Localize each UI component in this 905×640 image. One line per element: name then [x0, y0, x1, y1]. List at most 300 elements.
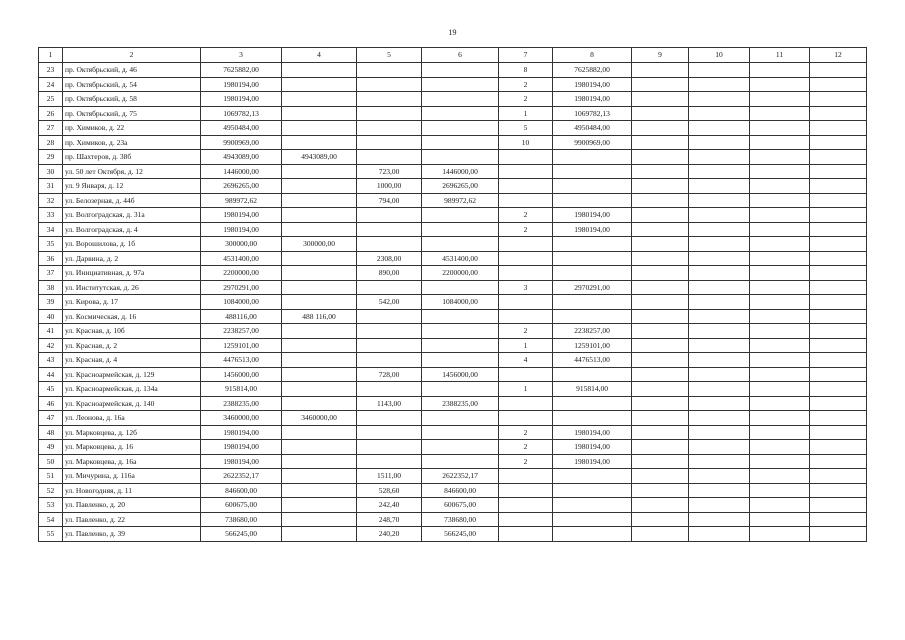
cell-col12-value: [810, 396, 867, 411]
cell-col8-amount: 1980194,00: [553, 454, 632, 469]
cell-col6-value: 738680,00: [422, 512, 499, 527]
cell-col12-value: [810, 324, 867, 339]
cell-col11-value: [750, 63, 810, 78]
cell-col7-count: 8: [499, 63, 553, 78]
cell-col7-count: 1: [499, 106, 553, 121]
cell-col8-amount: [553, 179, 632, 194]
cell-amount: 1456000,00: [201, 367, 282, 382]
cell-col7-count: [499, 266, 553, 281]
cell-row-number: 28: [39, 135, 63, 150]
cell-col6-value: [422, 454, 499, 469]
cell-col12-value: [810, 295, 867, 310]
cell-col9-value: [632, 164, 689, 179]
cell-col8-amount: 915814,00: [553, 382, 632, 397]
table-row: [39, 338, 867, 353]
table-row: [39, 411, 867, 426]
cell-col8-amount: [553, 266, 632, 281]
cell-col8-amount: [553, 483, 632, 498]
cell-col7-count: 2: [499, 92, 553, 107]
cell-col5-value: [357, 63, 422, 78]
cell-col10-value: [689, 106, 750, 121]
cell-address: пр. Химиков, д. 22: [63, 121, 201, 136]
cell-col5-value: 242,40: [357, 498, 422, 513]
table-row: [39, 440, 867, 455]
cell-row-number: 36: [39, 251, 63, 266]
table-row: [39, 469, 867, 484]
cell-col6-value: [422, 425, 499, 440]
cell-col8-amount: 1259101,00: [553, 338, 632, 353]
cell-col5-value: [357, 411, 422, 426]
cell-col12-value: [810, 440, 867, 455]
cell-address: ул. Ворошилова, д. 1б: [63, 237, 201, 252]
table-body: [39, 48, 867, 542]
cell-col9-value: [632, 498, 689, 513]
table-row: [39, 150, 867, 165]
cell-col12-value: [810, 483, 867, 498]
cell-col9-value: [632, 512, 689, 527]
cell-col6-value: [422, 324, 499, 339]
cell-col10-value: [689, 266, 750, 281]
cell-col11-value: [750, 251, 810, 266]
cell-col5-value: [357, 425, 422, 440]
cell-address: пр. Октябрьский, д. 46: [63, 63, 201, 78]
cell-amount: 915814,00: [201, 382, 282, 397]
cell-col5-value: [357, 77, 422, 92]
cell-col10-value: [689, 295, 750, 310]
cell-col8-amount: [553, 193, 632, 208]
table-row: [39, 324, 867, 339]
cell-col12-value: [810, 382, 867, 397]
cell-col5-value: 528,60: [357, 483, 422, 498]
cell-col4-value: [282, 135, 357, 150]
table-row: [39, 367, 867, 382]
cell-col10-value: [689, 512, 750, 527]
cell-amount: 2622352,17: [201, 469, 282, 484]
cell-col7-count: 4: [499, 353, 553, 368]
cell-col6-value: 1456000,00: [422, 367, 499, 382]
table-row: [39, 237, 867, 252]
cell-col10-value: [689, 498, 750, 513]
column-header-8: 8: [553, 48, 632, 63]
cell-col12-value: [810, 338, 867, 353]
cell-col10-value: [689, 92, 750, 107]
cell-amount: 1980194,00: [201, 454, 282, 469]
cell-col8-amount: 2238257,00: [553, 324, 632, 339]
cell-col8-amount: 1980194,00: [553, 222, 632, 237]
cell-col4-value: [282, 164, 357, 179]
cell-row-number: 24: [39, 77, 63, 92]
cell-col6-value: 2200000,00: [422, 266, 499, 281]
cell-address: пр. Октябрьский, д. 58: [63, 92, 201, 107]
cell-col10-value: [689, 309, 750, 324]
cell-col12-value: [810, 237, 867, 252]
cell-col7-count: [499, 367, 553, 382]
cell-col10-value: [689, 454, 750, 469]
cell-col12-value: [810, 150, 867, 165]
cell-col10-value: [689, 396, 750, 411]
cell-row-number: 37: [39, 266, 63, 281]
column-header-11: 11: [750, 48, 810, 63]
cell-col9-value: [632, 454, 689, 469]
cell-col5-value: 728,00: [357, 367, 422, 382]
cell-col5-value: [357, 106, 422, 121]
cell-col5-value: [357, 92, 422, 107]
cell-col5-value: [357, 222, 422, 237]
cell-col9-value: [632, 106, 689, 121]
cell-address: ул. Волгоградская, д. 4: [63, 222, 201, 237]
cell-col6-value: 600675,00: [422, 498, 499, 513]
cell-amount: 2388235,00: [201, 396, 282, 411]
cell-col11-value: [750, 237, 810, 252]
table-row: [39, 295, 867, 310]
table-row: [39, 63, 867, 78]
cell-col11-value: [750, 121, 810, 136]
cell-amount: 1084000,00: [201, 295, 282, 310]
cell-col6-value: 2696265,00: [422, 179, 499, 194]
cell-col10-value: [689, 164, 750, 179]
cell-col12-value: [810, 193, 867, 208]
cell-col10-value: [689, 527, 750, 542]
cell-col12-value: [810, 266, 867, 281]
cell-col12-value: [810, 92, 867, 107]
cell-col10-value: [689, 367, 750, 382]
cell-address: ул. Мичурина, д. 116а: [63, 469, 201, 484]
cell-col4-value: [282, 266, 357, 281]
cell-col7-count: [499, 150, 553, 165]
cell-col11-value: [750, 208, 810, 223]
cell-col4-value: [282, 63, 357, 78]
cell-address: ул. Красноармейская, д. 140: [63, 396, 201, 411]
cell-address: ул. Дарвина, д. 2: [63, 251, 201, 266]
cell-address: ул. 50 лет Октября, д. 12: [63, 164, 201, 179]
cell-col10-value: [689, 411, 750, 426]
column-header-1: 1: [39, 48, 63, 63]
cell-amount: 846600,00: [201, 483, 282, 498]
cell-col11-value: [750, 135, 810, 150]
table-row: [39, 353, 867, 368]
cell-col5-value: 248,70: [357, 512, 422, 527]
cell-col12-value: [810, 411, 867, 426]
cell-col7-count: [499, 469, 553, 484]
cell-col4-value: [282, 179, 357, 194]
cell-col6-value: 989972,62: [422, 193, 499, 208]
cell-address: ул. Институтская, д. 26: [63, 280, 201, 295]
cell-col6-value: [422, 106, 499, 121]
cell-col7-count: [499, 295, 553, 310]
cell-col10-value: [689, 251, 750, 266]
cell-col11-value: [750, 324, 810, 339]
column-header-5: 5: [357, 48, 422, 63]
cell-col5-value: [357, 208, 422, 223]
cell-col4-value: 3460000,00: [282, 411, 357, 426]
cell-col11-value: [750, 295, 810, 310]
cell-col11-value: [750, 150, 810, 165]
cell-amount: 1980194,00: [201, 208, 282, 223]
cell-col7-count: [499, 237, 553, 252]
column-header-10: 10: [689, 48, 750, 63]
cell-col8-amount: 1980194,00: [553, 425, 632, 440]
cell-col9-value: [632, 266, 689, 281]
column-header-4: 4: [282, 48, 357, 63]
cell-col4-value: [282, 512, 357, 527]
table-row: [39, 77, 867, 92]
page-number: 19: [448, 28, 457, 37]
cell-col8-amount: [553, 512, 632, 527]
cell-col12-value: [810, 512, 867, 527]
cell-col5-value: [357, 454, 422, 469]
cell-row-number: 43: [39, 353, 63, 368]
cell-col11-value: [750, 382, 810, 397]
cell-col4-value: 4943089,00: [282, 150, 357, 165]
cell-col8-amount: [553, 295, 632, 310]
cell-col5-value: [357, 353, 422, 368]
cell-col9-value: [632, 63, 689, 78]
cell-col4-value: [282, 498, 357, 513]
cell-col9-value: [632, 338, 689, 353]
table-row: [39, 251, 867, 266]
cell-col7-count: [499, 193, 553, 208]
cell-col9-value: [632, 121, 689, 136]
cell-address: ул. Новогодняя, д. 11: [63, 483, 201, 498]
cell-col10-value: [689, 469, 750, 484]
cell-amount: 1069782,13: [201, 106, 282, 121]
cell-amount: 1980194,00: [201, 77, 282, 92]
cell-col8-amount: 7625882,00: [553, 63, 632, 78]
cell-row-number: 42: [39, 338, 63, 353]
cell-col5-value: 890,00: [357, 266, 422, 281]
cell-col10-value: [689, 179, 750, 194]
cell-col8-amount: [553, 498, 632, 513]
cell-col9-value: [632, 222, 689, 237]
cell-col5-value: 1143,00: [357, 396, 422, 411]
cell-amount: 9900969,00: [201, 135, 282, 150]
cell-col4-value: [282, 222, 357, 237]
column-header-12: 12: [810, 48, 867, 63]
cell-amount: 4943089,00: [201, 150, 282, 165]
cell-col9-value: [632, 295, 689, 310]
cell-col8-amount: [553, 469, 632, 484]
cell-col6-value: [422, 208, 499, 223]
cell-row-number: 25: [39, 92, 63, 107]
cell-col5-value: [357, 309, 422, 324]
cell-address: ул. Космическая, д. 16: [63, 309, 201, 324]
cell-col8-amount: [553, 527, 632, 542]
cell-col12-value: [810, 121, 867, 136]
cell-col5-value: 1511,00: [357, 469, 422, 484]
cell-amount: 2238257,00: [201, 324, 282, 339]
cell-col8-amount: 1980194,00: [553, 440, 632, 455]
cell-row-number: 46: [39, 396, 63, 411]
cell-col4-value: [282, 469, 357, 484]
cell-col12-value: [810, 454, 867, 469]
table-row: [39, 382, 867, 397]
cell-col10-value: [689, 382, 750, 397]
cell-col5-value: 240,20: [357, 527, 422, 542]
header-row: [39, 48, 867, 63]
cell-row-number: 23: [39, 63, 63, 78]
cell-col7-count: 2: [499, 454, 553, 469]
cell-col11-value: [750, 440, 810, 455]
cell-col7-count: 10: [499, 135, 553, 150]
cell-address: ул. Марковцева, д. 12б: [63, 425, 201, 440]
cell-col11-value: [750, 309, 810, 324]
cell-row-number: 49: [39, 440, 63, 455]
cell-col10-value: [689, 63, 750, 78]
cell-col4-value: [282, 396, 357, 411]
cell-col8-amount: [553, 237, 632, 252]
cell-col7-count: [499, 251, 553, 266]
cell-col6-value: [422, 411, 499, 426]
cell-col6-value: [422, 280, 499, 295]
cell-col8-amount: [553, 150, 632, 165]
cell-col7-count: 2: [499, 440, 553, 455]
cell-col6-value: 1084000,00: [422, 295, 499, 310]
cell-col6-value: [422, 92, 499, 107]
table-row: [39, 208, 867, 223]
cell-col11-value: [750, 512, 810, 527]
cell-amount: 1446000,00: [201, 164, 282, 179]
cell-col5-value: [357, 150, 422, 165]
table-row: [39, 483, 867, 498]
cell-amount: 2970291,00: [201, 280, 282, 295]
cell-col10-value: [689, 77, 750, 92]
table-row: [39, 135, 867, 150]
cell-col6-value: 2388235,00: [422, 396, 499, 411]
cell-col6-value: [422, 135, 499, 150]
cell-col10-value: [689, 150, 750, 165]
cell-col12-value: [810, 179, 867, 194]
cell-address: ул. Белозерная, д. 44б: [63, 193, 201, 208]
cell-col6-value: [422, 237, 499, 252]
cell-col9-value: [632, 353, 689, 368]
cell-col6-value: 566245,00: [422, 527, 499, 542]
data-table: [38, 47, 867, 542]
cell-col9-value: [632, 411, 689, 426]
cell-col6-value: [422, 353, 499, 368]
cell-col4-value: [282, 92, 357, 107]
cell-col10-value: [689, 237, 750, 252]
column-header-9: 9: [632, 48, 689, 63]
cell-col10-value: [689, 121, 750, 136]
cell-col12-value: [810, 208, 867, 223]
cell-row-number: 44: [39, 367, 63, 382]
table-row: [39, 222, 867, 237]
cell-col9-value: [632, 367, 689, 382]
cell-col5-value: 1000,00: [357, 179, 422, 194]
table-row: [39, 179, 867, 194]
cell-col4-value: [282, 483, 357, 498]
cell-row-number: 38: [39, 280, 63, 295]
cell-col7-count: 2: [499, 222, 553, 237]
cell-col12-value: [810, 425, 867, 440]
cell-col4-value: [282, 454, 357, 469]
cell-col7-count: [499, 512, 553, 527]
cell-col12-value: [810, 527, 867, 542]
cell-amount: 4531400,00: [201, 251, 282, 266]
table-row: [39, 121, 867, 136]
cell-row-number: 45: [39, 382, 63, 397]
table-row: [39, 92, 867, 107]
cell-col11-value: [750, 454, 810, 469]
cell-row-number: 32: [39, 193, 63, 208]
cell-col6-value: [422, 382, 499, 397]
cell-col10-value: [689, 135, 750, 150]
cell-col5-value: 723,00: [357, 164, 422, 179]
cell-address: ул. Павленко, д. 20: [63, 498, 201, 513]
cell-col7-count: [499, 396, 553, 411]
cell-address: ул. Кирова, д. 17: [63, 295, 201, 310]
cell-amount: 2200000,00: [201, 266, 282, 281]
cell-row-number: 54: [39, 512, 63, 527]
cell-row-number: 55: [39, 527, 63, 542]
cell-col11-value: [750, 411, 810, 426]
cell-col11-value: [750, 527, 810, 542]
cell-col8-amount: [553, 411, 632, 426]
cell-amount: 1259101,00: [201, 338, 282, 353]
cell-col12-value: [810, 498, 867, 513]
cell-col5-value: [357, 121, 422, 136]
table-row: [39, 512, 867, 527]
cell-col9-value: [632, 469, 689, 484]
cell-col7-count: 2: [499, 425, 553, 440]
cell-col8-amount: 1069782,13: [553, 106, 632, 121]
cell-col9-value: [632, 483, 689, 498]
table-row: [39, 498, 867, 513]
cell-col5-value: 2308,00: [357, 251, 422, 266]
cell-col11-value: [750, 353, 810, 368]
cell-row-number: 39: [39, 295, 63, 310]
cell-col8-amount: [553, 251, 632, 266]
cell-col9-value: [632, 193, 689, 208]
column-header-6: 6: [422, 48, 499, 63]
cell-col11-value: [750, 179, 810, 194]
cell-col4-value: [282, 121, 357, 136]
cell-col4-value: [282, 527, 357, 542]
cell-col4-value: [282, 193, 357, 208]
cell-col11-value: [750, 396, 810, 411]
cell-col9-value: [632, 208, 689, 223]
cell-col7-count: 1: [499, 382, 553, 397]
cell-col7-count: [499, 164, 553, 179]
cell-address: ул. Красная, д. 4: [63, 353, 201, 368]
cell-col4-value: [282, 338, 357, 353]
cell-col11-value: [750, 367, 810, 382]
cell-col7-count: 1: [499, 338, 553, 353]
cell-col8-amount: 1980194,00: [553, 77, 632, 92]
cell-row-number: 47: [39, 411, 63, 426]
cell-col4-value: [282, 77, 357, 92]
cell-col12-value: [810, 106, 867, 121]
cell-col7-count: [499, 498, 553, 513]
cell-row-number: 27: [39, 121, 63, 136]
cell-col6-value: [422, 77, 499, 92]
cell-col10-value: [689, 353, 750, 368]
cell-col4-value: 488 116,00: [282, 309, 357, 324]
cell-amount: 3460000,00: [201, 411, 282, 426]
cell-address: ул. Красная, д. 10б: [63, 324, 201, 339]
cell-address: ул. Волгоградская, д. 31а: [63, 208, 201, 223]
cell-amount: 566245,00: [201, 527, 282, 542]
cell-col5-value: [357, 324, 422, 339]
cell-col4-value: [282, 208, 357, 223]
cell-col7-count: 5: [499, 121, 553, 136]
cell-col9-value: [632, 179, 689, 194]
cell-row-number: 48: [39, 425, 63, 440]
cell-col11-value: [750, 498, 810, 513]
cell-col4-value: [282, 106, 357, 121]
cell-col9-value: [632, 396, 689, 411]
cell-col11-value: [750, 425, 810, 440]
